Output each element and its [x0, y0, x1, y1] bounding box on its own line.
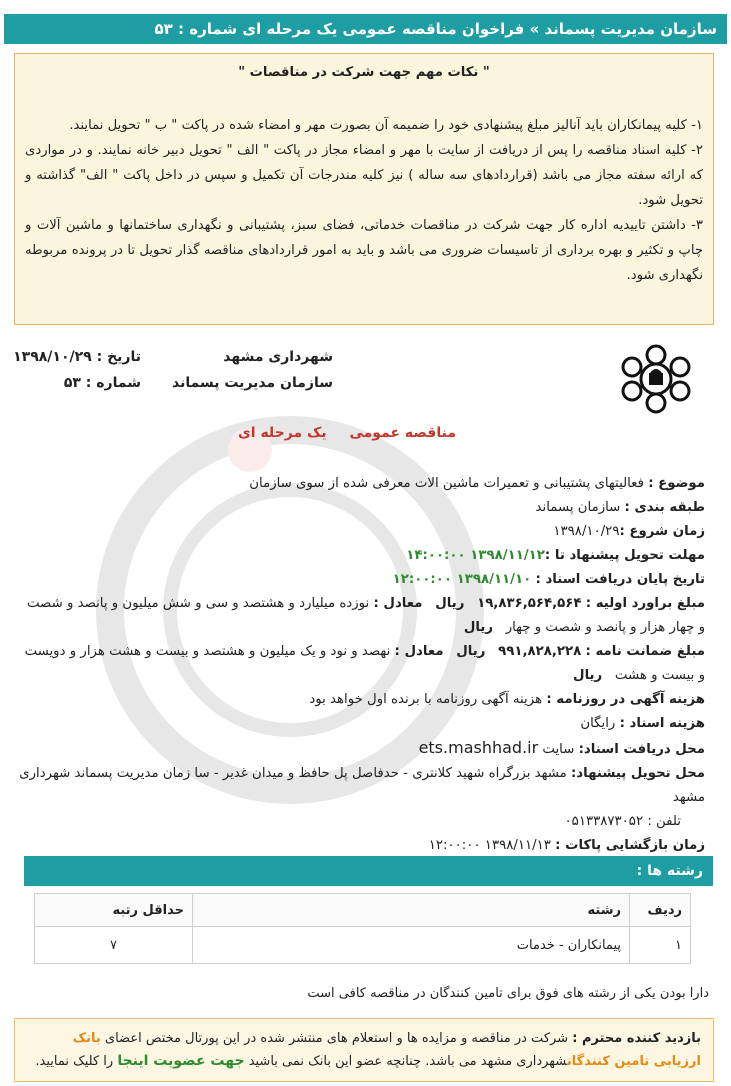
ad-row	[17, 688, 705, 712]
important-notes-box	[14, 53, 714, 325]
docs-end-row	[17, 568, 705, 592]
notice-lead: بازدید کننده محترم :	[572, 1031, 701, 1046]
estimate-value: ۱۹,۸۳۶,۵۶۴,۵۶۴	[477, 596, 582, 611]
supplier-bank-link[interactable]: بانک ارزیابی تامین کنندگان	[72, 1031, 701, 1069]
municipality-logo	[620, 343, 692, 415]
notice-text-2: شهرداری مشهد می باشد. چنانچه عضو این بانک نمی باشید	[248, 1054, 567, 1069]
opening-value: ۱۳۹۸/۱۱/۱۳ ۱۲:۰۰:۰۰	[428, 838, 551, 853]
table-row	[35, 927, 691, 964]
category-label: طبقه بندی :	[624, 500, 705, 515]
row-index: ۱	[630, 927, 691, 964]
category-value: سازمان پسماند	[535, 500, 621, 515]
tender-stage: یک مرحله ای	[237, 425, 327, 441]
docs-end-label: تاریخ پایان دریافت اسناد :	[535, 572, 705, 587]
row-rank: ۷	[35, 927, 193, 964]
col-field: رشته	[193, 894, 630, 927]
col-index: ردیف	[630, 894, 691, 927]
org-dept: سازمان مدیریت پسماند	[172, 375, 333, 391]
pickup-prefix: سایت	[542, 742, 575, 757]
ad-value: هزینه آگهی روزنامه با برنده اول خواهد بود	[309, 692, 543, 707]
org-name: شهرداری مشهد	[223, 349, 333, 365]
opening-row	[17, 834, 705, 858]
subject-value: فعالیتهای پشتیبانی و تعمیرات ماشین الات معرفی شده از سوی سازمان	[249, 476, 644, 491]
delivery-row	[17, 762, 705, 810]
register-link[interactable]: جهت عضویت اینجا	[117, 1053, 245, 1069]
fields-section-header: رشته ها :	[24, 856, 713, 886]
doc-cost-value: رایگان	[580, 716, 616, 731]
fields-note: دارا بودن یکی از رشته های فوق برای تامین کنندگان در مناقصه کافی است	[307, 986, 709, 1001]
start-label: زمان شروع :	[619, 524, 705, 539]
pickup-label: محل دریافت اسناد:	[578, 742, 705, 757]
docs-end-value: ۱۳۹۸/۱۱/۱۰ ۱۲:۰۰:۰۰	[392, 572, 532, 587]
notes-title: " نکات مهم جهت شرکت در مناقصات "	[238, 65, 490, 80]
fields-table	[34, 893, 691, 964]
guarantee-value: ۹۹۱,۸۲۸,۲۲۸	[498, 644, 582, 659]
deadline-value: ۱۳۹۸/۱۱/۱۲ ۱۴:۰۰:۰۰	[406, 548, 545, 563]
start-row	[17, 520, 705, 544]
guarantee-equiv-label: معادل :	[394, 644, 444, 659]
visitor-notice	[14, 1018, 714, 1082]
deadline-row	[17, 544, 705, 568]
estimate-row	[17, 592, 705, 640]
guarantee-row	[17, 640, 705, 688]
tender-meta	[11, 344, 141, 396]
delivery-value: مشهد بزرگراه شهید کلانتری - حدفاصل پل حافظ و میدان غدیر - سا زمان مدیریت پسماند شهرداری مشهد	[19, 766, 705, 805]
note-item: ۲- کلیه اسناد مناقصه را پس از دریافت از سایت با مهر و امضاء مجاز در پاکت " الف " تحویل دبیر خانه نمایند. و در مواردی که ارائه سفته مجاز می باشد (قراردادهای سه ساله ) نیز کلیه مندرجات آن تکمیل و سپس در داخل پاکت " الف" گذاشته و تحویل شود.	[25, 143, 703, 208]
col-rank: حداقل رتبه	[35, 894, 193, 927]
estimate-words-currency: ریال	[463, 620, 493, 635]
doc-cost-row	[17, 712, 705, 736]
guarantee-words-currency: ریال	[573, 668, 603, 683]
note-item: ۱- کلیه پیمانکاران باید آنالیز مبلغ پیشنهادی خود را ضمیمه آن بصورت مهر و امضاء شده در پاکت " ب " تحویل نمایند.	[69, 118, 703, 133]
deadline-label: مهلت تحویل پیشنهاد تا :	[544, 548, 705, 563]
estimate-equiv-label: معادل :	[373, 596, 423, 611]
tender-date: تاریخ : ۱۳۹۸/۱۰/۲۹	[13, 349, 141, 365]
opening-label: زمان بازگشایی پاکات :	[555, 838, 705, 853]
ad-label: هزینه آگهی در روزنامه :	[546, 692, 705, 707]
phone-row	[17, 810, 705, 834]
notice-text-3: را کلیک نمایید.	[35, 1054, 114, 1069]
guarantee-currency: ریال	[456, 644, 486, 659]
pickup-site-link[interactable]: ets.mashhad.ir	[418, 738, 539, 757]
phone-label: تلفن :	[647, 814, 681, 829]
estimate-currency: ریال	[435, 596, 465, 611]
subject-row	[17, 472, 705, 496]
delivery-label: محل تحویل پیشنهاد:	[570, 766, 705, 781]
pickup-row	[17, 736, 705, 762]
notice-text: شرکت در مناقصه و مزایده ها و استعلام های منتشر شده در این پورتال مختص اعضای	[104, 1031, 569, 1046]
tender-type	[238, 425, 456, 441]
subject-label: موضوع :	[648, 476, 705, 491]
start-value: ۱۳۹۸/۱۰/۲۹	[553, 524, 620, 539]
estimate-words: نوزده میلیارد و هشتصد و سی و شش میلیون و پانصد و شصت و چهار هزار و پانصد و شصت و چهار	[26, 596, 705, 635]
doc-cost-label: هزینه اسناد :	[619, 716, 705, 731]
page-header: سازمان مدیریت پسماند » فراخوان مناقصه عمومی یک مرحله ای شماره : ۵۳	[4, 14, 727, 44]
tender-details	[17, 472, 705, 858]
org-info	[143, 344, 333, 396]
category-row	[17, 496, 705, 520]
guarantee-words: نهصد و نود و یک میلیون و هشتصد و بیست و هشت هزار و دویست و بیست و هشت	[24, 644, 705, 683]
tender-kind: مناقصه عمومی	[349, 425, 456, 441]
tender-number: شماره : ۵۳	[63, 375, 141, 391]
table-header-row	[35, 894, 691, 927]
phone-value: ۰۵۱۳۳۸۷۳۰۵۲	[564, 814, 644, 829]
row-field: پیمانکاران - خدمات	[193, 927, 630, 964]
estimate-label: مبلغ براورد اولیه :	[585, 596, 705, 611]
note-item: ۳- داشتن تاییدیه اداره کار جهت شرکت در مناقصات خدماتی، فضای سبز، پشتیبانی و نگهداری ساختمانها و ماشین آلات و چاپ و تکثیر و بهره برداری از تاسیسات ضروری می باشد و باید به امور قراردادهای مناقصه گذار تحویل تا در پرونده مربوطه نگهداری شود.	[25, 218, 703, 283]
guarantee-label: مبلغ ضمانت نامه :	[585, 644, 705, 659]
